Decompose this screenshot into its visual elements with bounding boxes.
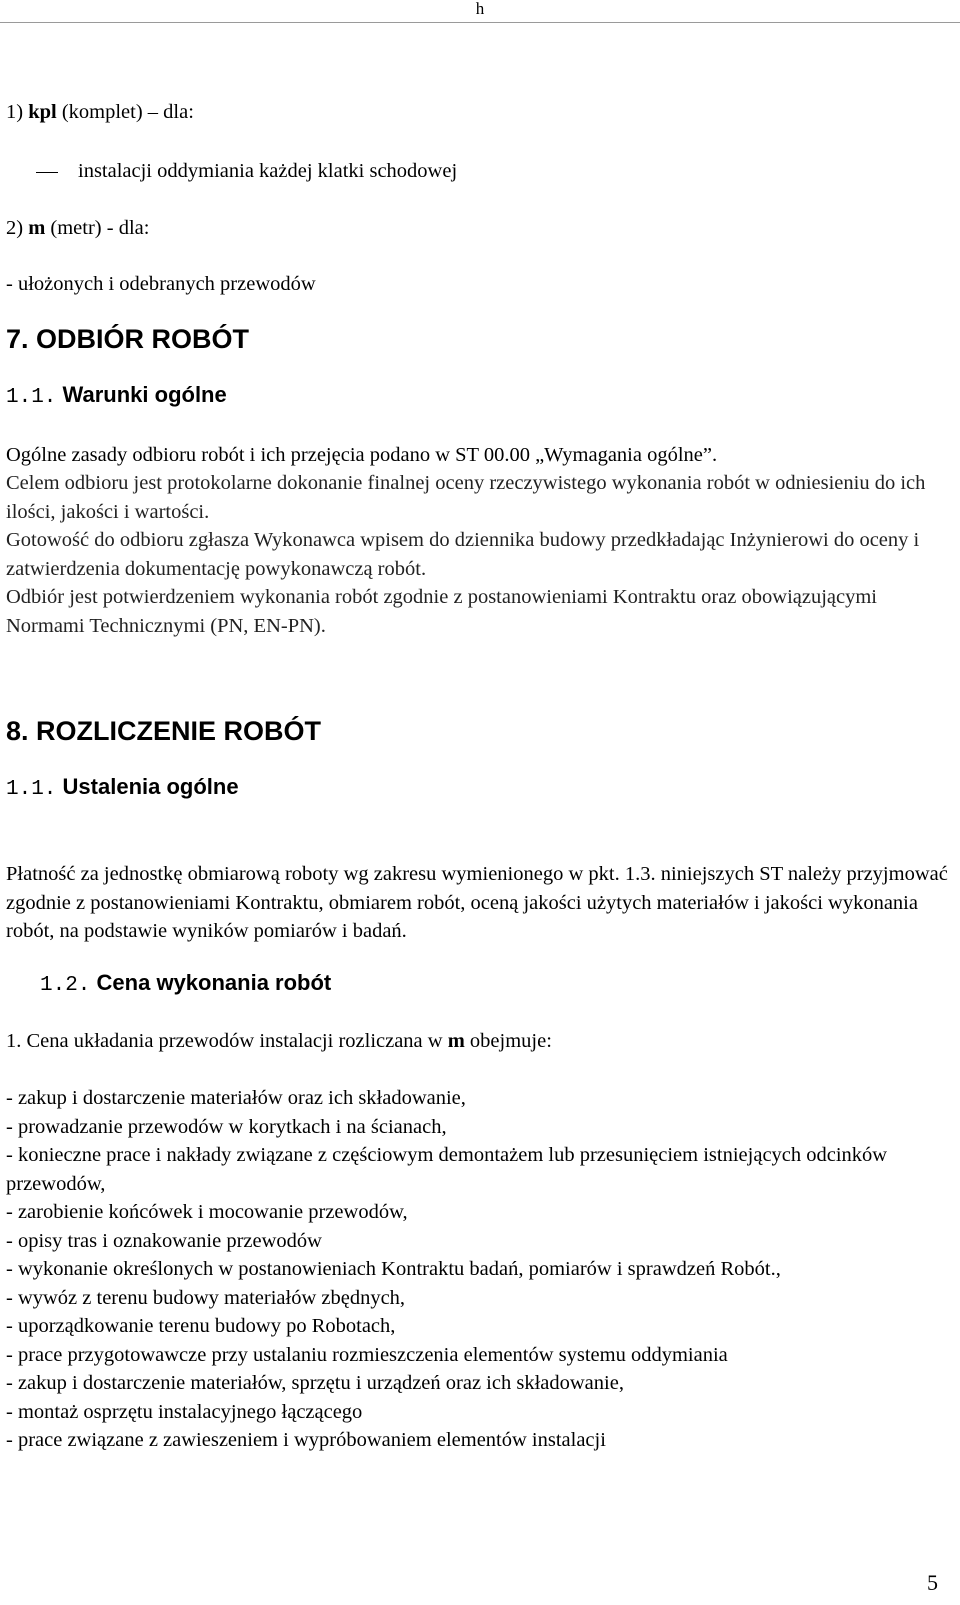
list-item-kpl	[6, 98, 194, 127]
section-8-title: 8. ROZLICZENIE ROBÓT	[6, 716, 322, 746]
price-intro	[6, 1027, 552, 1056]
section-8-subheading-1	[6, 772, 239, 805]
list-item-m	[6, 214, 149, 243]
page-header: h	[475, 0, 485, 18]
subheading-number: 1.1.	[6, 778, 57, 801]
unit-bold: kpl	[28, 101, 57, 123]
section-7-para-4: Odbiór jest potwierdzeniem wykonania robót zgodnie z postanowieniami Kontraktu oraz obowiązującymi Normami Technicznymi (PN, EN-PN).	[6, 586, 877, 637]
list-item: - opisy tras i oznakowanie przewodów	[6, 1229, 322, 1252]
section-8-subheading-2	[40, 968, 331, 1001]
dash-list-item: instalacji oddymiania każdej klatki schodowej	[78, 160, 458, 182]
list-sub-item: - ułożonych i odebranych przewodów	[6, 273, 316, 295]
unit-bold: m	[447, 1030, 465, 1052]
list-item: - zarobienie końcówek i mocowanie przewodów,	[6, 1201, 408, 1223]
price-intro-text: 1. Cena układania przewodów instalacji rozliczana w	[6, 1030, 448, 1052]
subheading-title: Cena wykonania robót	[96, 970, 332, 995]
price-intro-text: obejmuje:	[464, 1030, 552, 1052]
unit-bold: m	[28, 217, 46, 239]
list-text: (komplet) – dla:	[56, 101, 194, 123]
list-item: - zakup i dostarczenie materiałów, sprzętu i urządzeń oraz ich składowanie,	[6, 1372, 624, 1394]
subheading-title: Ustalenia ogólne	[62, 774, 239, 799]
list-item: - prace związane z zawieszeniem i wypróbowaniem elementów instalacji	[6, 1429, 606, 1451]
header-rule	[0, 22, 960, 23]
section-7-para-2: Celem odbioru jest protokolarne dokonanie finalnej oceny rzeczywistego wykonania robót w odniesieniu do ich ilości, jakości i wartości.	[6, 472, 926, 523]
list-item: - uporządkowanie terenu budowy po Robotach,	[6, 1315, 396, 1337]
section-8-para-1: Płatność za jednostkę obmiarową roboty wg zakresu wymienionego w pkt. 1.3. niniejszych ST należy przyjmować zgodnie z postanowieniami Kontraktu, obmiarem robót, oceną jakości użytych materiałów i jakości wykonania robót, na podstawie wyników pomiarów i badań.	[6, 863, 948, 942]
section-7-title: 7. ODBIÓR ROBÓT	[6, 324, 250, 354]
subheading-title: Warunki ogólne	[62, 382, 227, 407]
section-7-para-3: Gotowość do odbioru zgłasza Wykonawca wpisem do dziennika budowy przedkładając Inżynierowi do oceny i zatwierdzenia dokumentację powykonawczą robót.	[6, 529, 920, 580]
list-item: - zakup i dostarczenie materiałów oraz ich składowanie,	[6, 1087, 466, 1109]
list-text: (metr) - dla:	[45, 217, 150, 239]
list-item: - prace przygotowawcze przy ustalaniu rozmieszczenia elementów systemu oddymiania	[6, 1343, 728, 1366]
page-number: 5	[927, 1570, 938, 1595]
list-item: - wywóz z terenu budowy materiałów zbędnych,	[6, 1286, 406, 1309]
dash-bullet	[36, 172, 58, 173]
list-item: - wykonanie określonych w postanowieniach Kontraktu badań, pomiarów i sprawdzeń Robót.,	[6, 1258, 781, 1280]
list-number: 2)	[6, 217, 29, 239]
subheading-number: 1.2.	[40, 974, 91, 997]
scope-list	[6, 1084, 951, 1455]
list-item: - montaż osprzętu instalacyjnego łączącego	[6, 1400, 363, 1423]
list-number: 1)	[6, 101, 29, 123]
list-item: - prowadzanie przewodów w korytkach i na ścianach,	[6, 1115, 447, 1138]
list-item: - konieczne prace i nakłady związane z częściowym demontażem lub przesunięciem istniejących odcinków przewodów,	[6, 1144, 888, 1195]
subheading-number: 1.1.	[6, 386, 57, 409]
section-7-subheading	[6, 380, 227, 413]
section-7-para-1: Ogólne zasady odbioru robót i ich przejęcia podano w ST 00.00 „Wymagania ogólne”.	[6, 444, 718, 466]
